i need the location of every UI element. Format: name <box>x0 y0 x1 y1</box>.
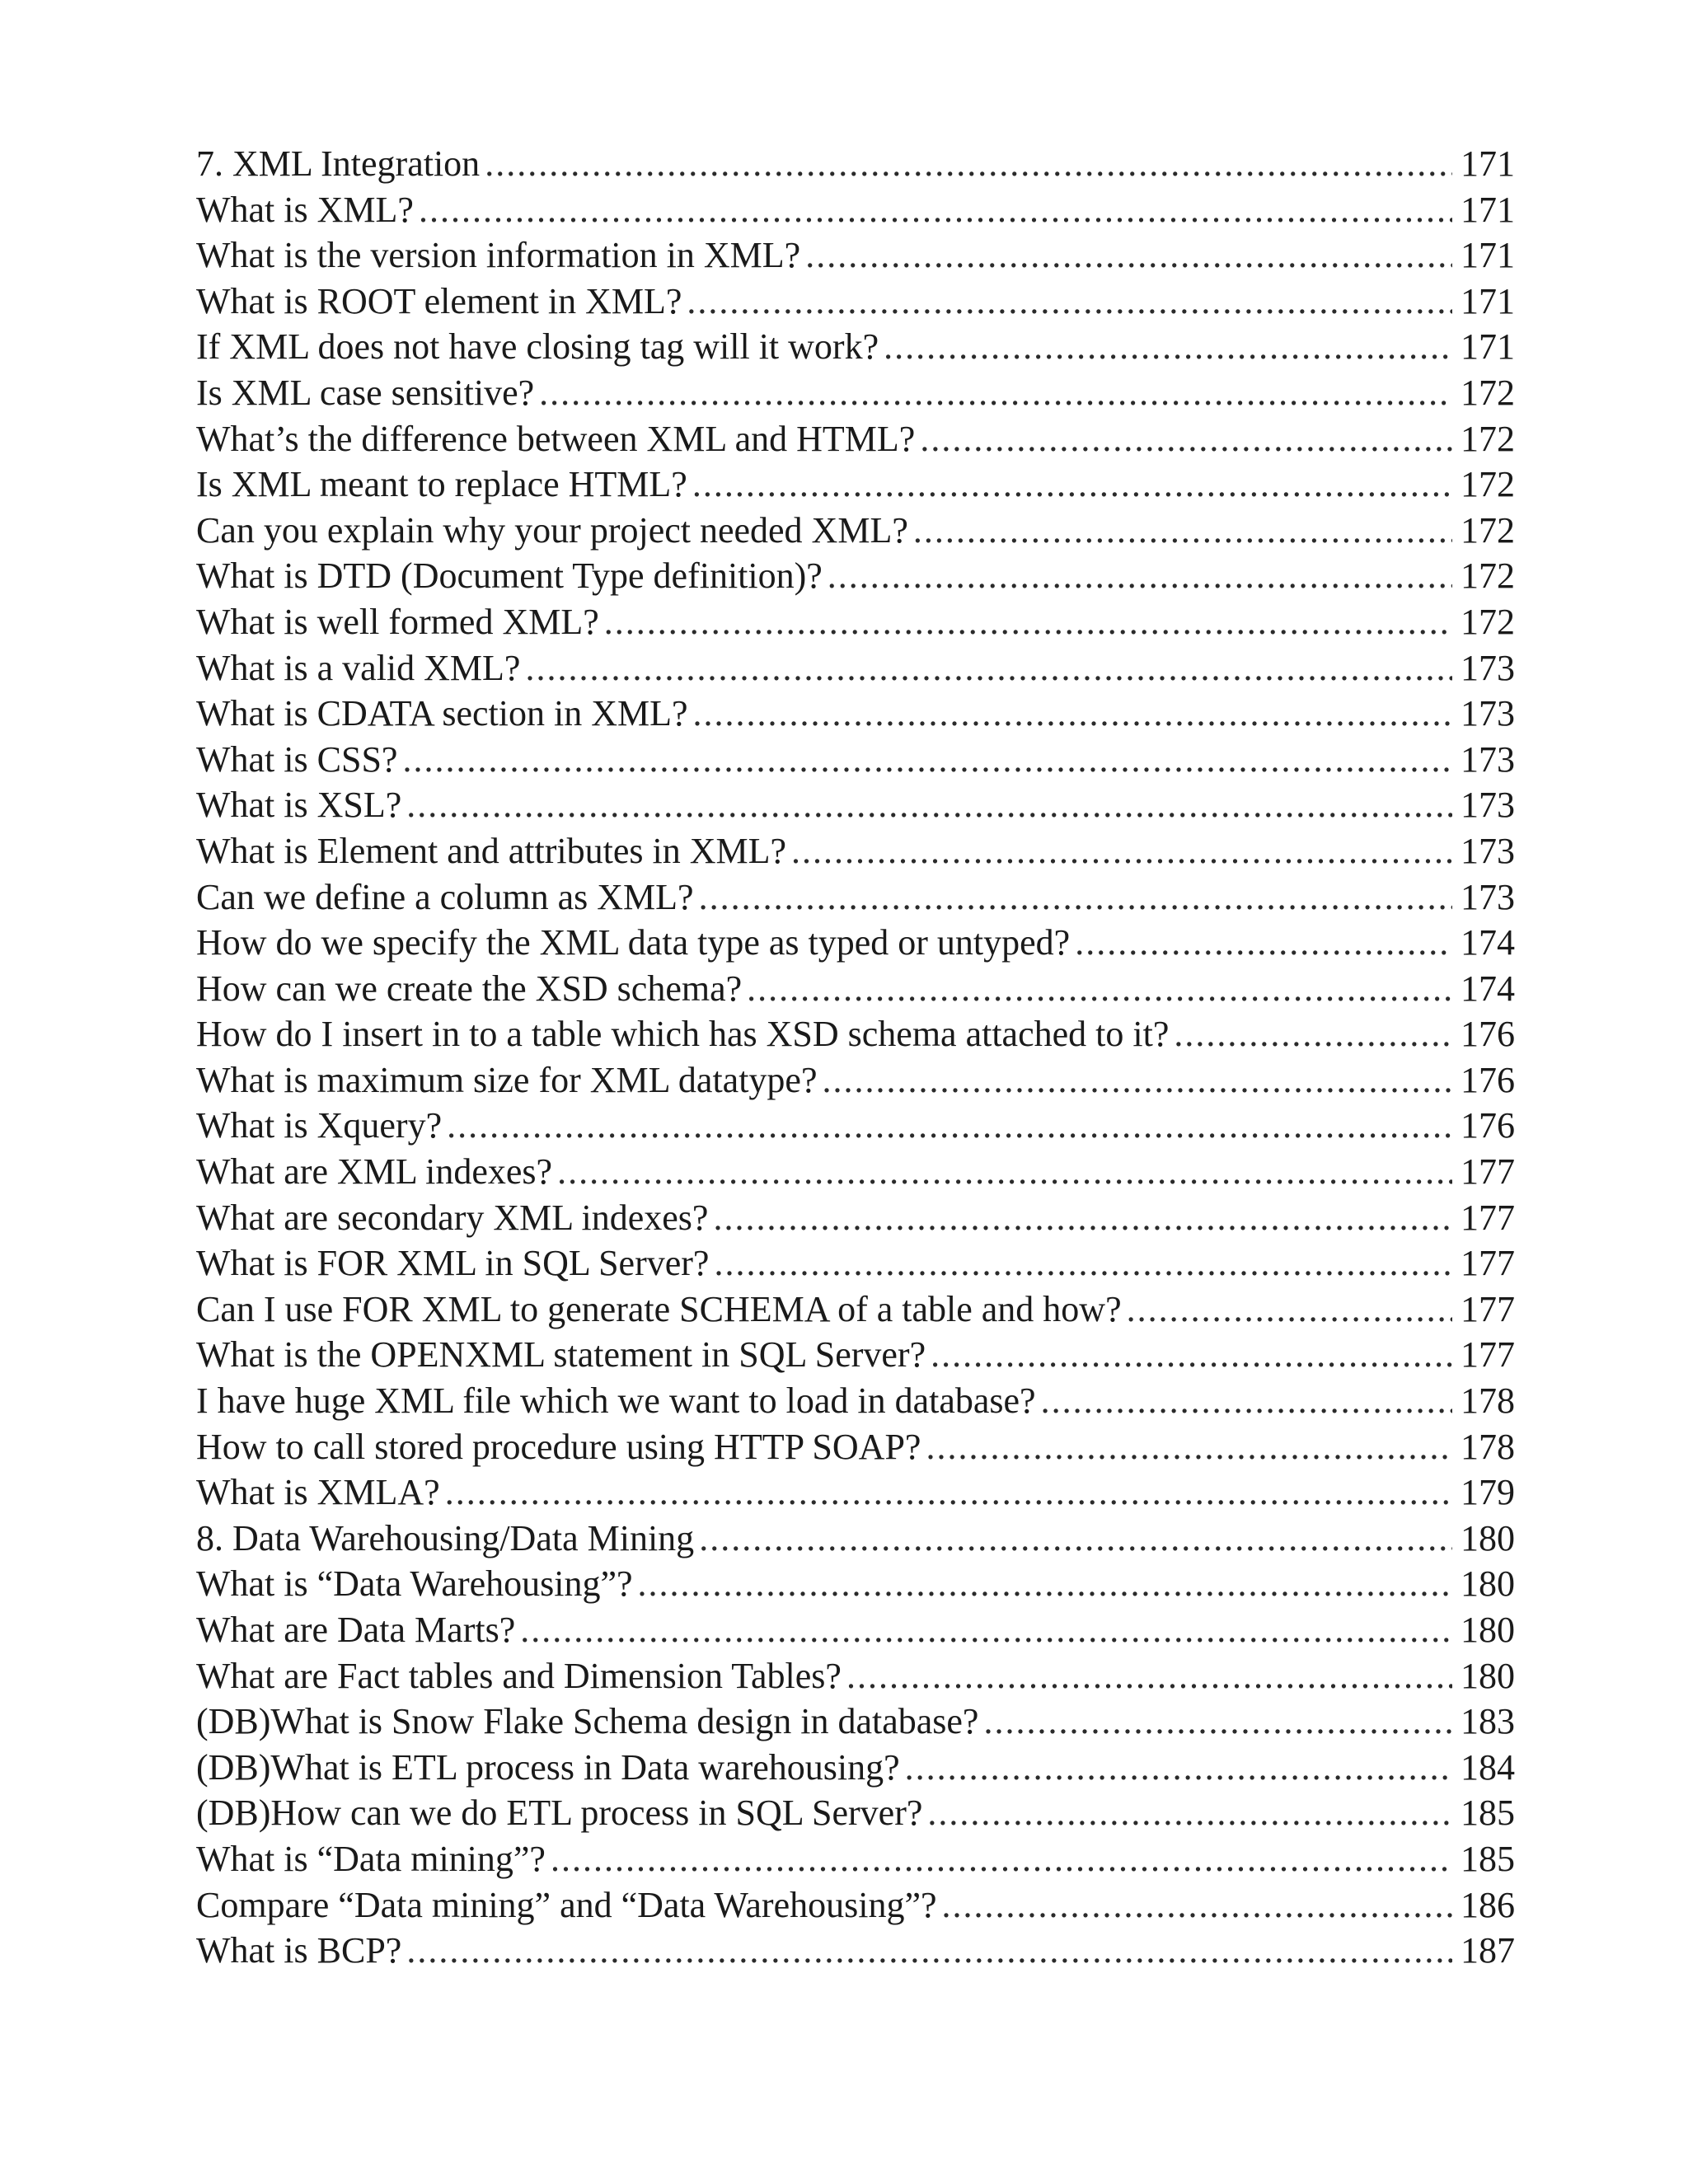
toc-entry-page: 183 <box>1461 1701 1515 1742</box>
toc-entry-title: Can I use FOR XML to generate SCHEMA of a table and how? <box>196 1288 1122 1329</box>
toc-entry-title: How to call stored procedure using HTTP SOAP? <box>196 1426 921 1467</box>
toc-entry <box>196 1607 1515 1653</box>
toc-entry-page: 185 <box>1461 1793 1515 1834</box>
dot-leader <box>713 1195 1452 1241</box>
dot-leader <box>1041 1378 1452 1424</box>
toc-entry-page: 177 <box>1461 1243 1515 1284</box>
toc-entry <box>196 141 1515 187</box>
toc-entry <box>196 1103 1515 1149</box>
dot-leader <box>693 691 1452 737</box>
dot-leader <box>525 645 1452 691</box>
toc-entry <box>196 232 1515 279</box>
toc-entry <box>196 966 1515 1012</box>
toc-entry-page: 171 <box>1461 326 1515 368</box>
dot-leader <box>406 782 1452 828</box>
toc-entry-title: How can we create the XSD schema? <box>196 968 743 1009</box>
toc-entry-title: (DB)How can we do ETL process in SQL Server? <box>196 1793 923 1834</box>
toc-entry-page: 177 <box>1461 1334 1515 1376</box>
toc-entry-title: Compare “Data mining” and “Data Warehousing”? <box>196 1884 937 1925</box>
toc-entry <box>196 599 1515 645</box>
toc-entry-page: 179 <box>1461 1472 1515 1513</box>
toc-entry-page: 172 <box>1461 418 1515 459</box>
toc-entry-title: Can we define a column as XML? <box>196 876 694 917</box>
dot-leader <box>920 416 1452 462</box>
toc-entry <box>196 920 1515 966</box>
toc-entry-title: What is the version information in XML? <box>196 235 801 276</box>
toc-entry <box>196 1745 1515 1791</box>
toc-entry <box>196 1836 1515 1882</box>
toc-entry <box>196 1790 1515 1836</box>
toc-entry-title: What is Xquery? <box>196 1105 443 1146</box>
toc-entry-title: What is well formed XML? <box>196 601 599 642</box>
dot-leader <box>692 462 1452 508</box>
toc-entry <box>196 1057 1515 1104</box>
toc-entry-page: 173 <box>1461 738 1515 780</box>
dot-leader <box>520 1607 1452 1653</box>
toc-entry <box>196 1699 1515 1745</box>
dot-leader <box>926 1424 1452 1470</box>
toc-entry-page: 177 <box>1461 1288 1515 1329</box>
toc-entry <box>196 553 1515 599</box>
toc-entry-page: 174 <box>1461 968 1515 1009</box>
dot-leader <box>445 1469 1452 1516</box>
toc-entry-title: What are Fact tables and Dimension Tables? <box>196 1655 842 1696</box>
dot-leader <box>913 508 1452 554</box>
toc-entry-title: What is the OPENXML statement in SQL Server? <box>196 1334 926 1376</box>
toc-entry-title: What is “Data Warehousing”? <box>196 1563 633 1605</box>
toc-entry-title: I have huge XML file which we want to load in database? <box>196 1380 1036 1422</box>
toc-entry <box>196 324 1515 370</box>
dot-leader <box>942 1882 1452 1929</box>
dot-leader <box>747 966 1452 1012</box>
toc-entry-title: 8. Data Warehousing/Data Mining <box>196 1517 695 1558</box>
toc-entry-title: What is CSS? <box>196 738 398 780</box>
dot-leader <box>828 553 1452 599</box>
toc-entry <box>196 782 1515 828</box>
dot-leader <box>699 1516 1452 1562</box>
toc-entry-title: Is XML case sensitive? <box>196 372 535 413</box>
dot-leader <box>638 1561 1452 1607</box>
dot-leader <box>791 828 1452 874</box>
toc-entry-page: 173 <box>1461 647 1515 688</box>
toc-entry <box>196 1561 1515 1607</box>
toc-entry-title: What are secondary XML indexes? <box>196 1197 709 1238</box>
toc-entry <box>196 416 1515 462</box>
toc-entry-page: 176 <box>1461 1105 1515 1146</box>
toc-entry-title: What is ROOT element in XML? <box>196 280 682 321</box>
toc-entry <box>196 462 1515 508</box>
toc-entry-page: 184 <box>1461 1746 1515 1788</box>
toc-entry-page: 173 <box>1461 876 1515 917</box>
dot-leader <box>905 1745 1452 1791</box>
toc-entry-title: What is BCP? <box>196 1930 402 1971</box>
dot-leader <box>714 1240 1452 1286</box>
dot-leader <box>604 599 1452 645</box>
dot-leader <box>846 1653 1452 1699</box>
dot-leader <box>822 1057 1452 1104</box>
toc-entry-title: What are XML indexes? <box>196 1151 553 1193</box>
toc-entry-page: 180 <box>1461 1655 1515 1696</box>
toc-entry <box>196 1424 1515 1470</box>
dot-leader <box>402 737 1452 783</box>
toc-entry-title: What’s the difference between XML and HTML? <box>196 418 916 459</box>
toc-entry <box>196 1378 1515 1424</box>
toc-entry <box>196 1882 1515 1929</box>
dot-leader <box>419 187 1452 233</box>
toc-entry <box>196 279 1515 325</box>
toc-entry-title: What are Data Marts? <box>196 1610 516 1650</box>
toc-entry-page: 187 <box>1461 1930 1515 1971</box>
toc-entry-page: 171 <box>1461 235 1515 276</box>
toc-entry-title: What is Element and attributes in XML? <box>196 830 787 871</box>
toc-entry-page: 171 <box>1461 189 1515 230</box>
toc-entry <box>196 1286 1515 1333</box>
toc-entry-title: Can you explain why your project needed XML? <box>196 509 908 551</box>
toc-entry-page: 177 <box>1461 1151 1515 1193</box>
toc-entry-page: 180 <box>1461 1517 1515 1558</box>
dot-leader <box>551 1836 1452 1882</box>
toc-entry-page: 173 <box>1461 830 1515 871</box>
toc-entry <box>196 1011 1515 1057</box>
toc-entry <box>196 1195 1515 1241</box>
toc-entry-title: What is maximum size for XML datatype? <box>196 1059 818 1100</box>
toc-entry-page: 174 <box>1461 922 1515 963</box>
toc-entry-page: 173 <box>1461 693 1515 734</box>
toc-entry-page: 180 <box>1461 1563 1515 1605</box>
toc-entry-title: How do I insert in to a table which has XSD schema attached to it? <box>196 1014 1170 1055</box>
dot-leader <box>884 324 1452 370</box>
toc-entry-title: What is FOR XML in SQL Server? <box>196 1243 710 1284</box>
toc-entry <box>196 1469 1515 1516</box>
dot-leader <box>983 1699 1452 1745</box>
dot-leader <box>485 141 1452 187</box>
toc-entry-title: What is XMLA? <box>196 1472 440 1513</box>
toc-entry <box>196 1240 1515 1286</box>
toc-entry <box>196 691 1515 737</box>
toc-entry-page: 176 <box>1461 1059 1515 1100</box>
dot-leader <box>699 874 1452 921</box>
toc-entry <box>196 737 1515 783</box>
toc-entry-title: What is “Data mining”? <box>196 1838 546 1879</box>
toc-entry-page: 172 <box>1461 509 1515 551</box>
toc-entry-page: 172 <box>1461 372 1515 413</box>
toc-entry <box>196 1332 1515 1378</box>
dot-leader <box>539 370 1452 416</box>
toc-entry <box>196 370 1515 416</box>
toc-entry-title: How do we specify the XML data type as typed or untyped? <box>196 922 1071 963</box>
toc-entry <box>196 187 1515 233</box>
toc-entry-page: 178 <box>1461 1426 1515 1467</box>
toc-entry-title: What is CDATA section in XML? <box>196 693 688 734</box>
dot-leader <box>927 1790 1452 1836</box>
toc-entry <box>196 828 1515 874</box>
toc-entry <box>196 508 1515 554</box>
dot-leader <box>406 1928 1452 1974</box>
toc-entry-page: 186 <box>1461 1884 1515 1925</box>
dot-leader <box>557 1149 1452 1195</box>
dot-leader <box>687 279 1452 325</box>
toc-entry-page: 171 <box>1461 143 1515 184</box>
toc-entry-title: What is a valid XML? <box>196 647 521 688</box>
toc-entry-page: 172 <box>1461 555 1515 597</box>
dot-leader <box>805 232 1452 279</box>
toc-entry-page: 178 <box>1461 1380 1515 1422</box>
toc-entry-page: 172 <box>1461 464 1515 505</box>
toc-entry <box>196 1928 1515 1974</box>
dot-leader <box>447 1103 1452 1149</box>
toc-entry <box>196 645 1515 691</box>
dot-leader <box>1127 1286 1452 1333</box>
toc-entry-page: 180 <box>1461 1610 1515 1650</box>
toc-entry-title: Is XML meant to replace HTML? <box>196 464 687 505</box>
toc-entry-page: 171 <box>1461 280 1515 321</box>
toc-entry-page: 176 <box>1461 1014 1515 1055</box>
toc-entry-page: 173 <box>1461 785 1515 826</box>
toc-entry <box>196 1516 1515 1562</box>
toc-entry-title: If XML does not have closing tag will it work? <box>196 326 879 368</box>
toc-entry <box>196 1149 1515 1195</box>
toc-entry-page: 185 <box>1461 1838 1515 1879</box>
dot-leader <box>931 1332 1452 1378</box>
dot-leader <box>1075 920 1452 966</box>
toc-entry-page: 177 <box>1461 1197 1515 1238</box>
toc-entry-title: What is XSL? <box>196 785 402 826</box>
toc-entry-title: What is DTD (Document Type definition)? <box>196 555 823 597</box>
table-of-contents <box>196 141 1515 1974</box>
toc-entry <box>196 874 1515 921</box>
toc-entry-title: (DB)What is Snow Flake Schema design in database? <box>196 1701 979 1742</box>
toc-entry-title: What is XML? <box>196 189 414 230</box>
toc-entry-page: 172 <box>1461 601 1515 642</box>
dot-leader <box>1174 1011 1452 1057</box>
toc-entry-title: 7. XML Integration <box>196 143 481 184</box>
toc-entry-title: (DB)What is ETL process in Data warehousing? <box>196 1746 900 1788</box>
toc-entry <box>196 1653 1515 1699</box>
